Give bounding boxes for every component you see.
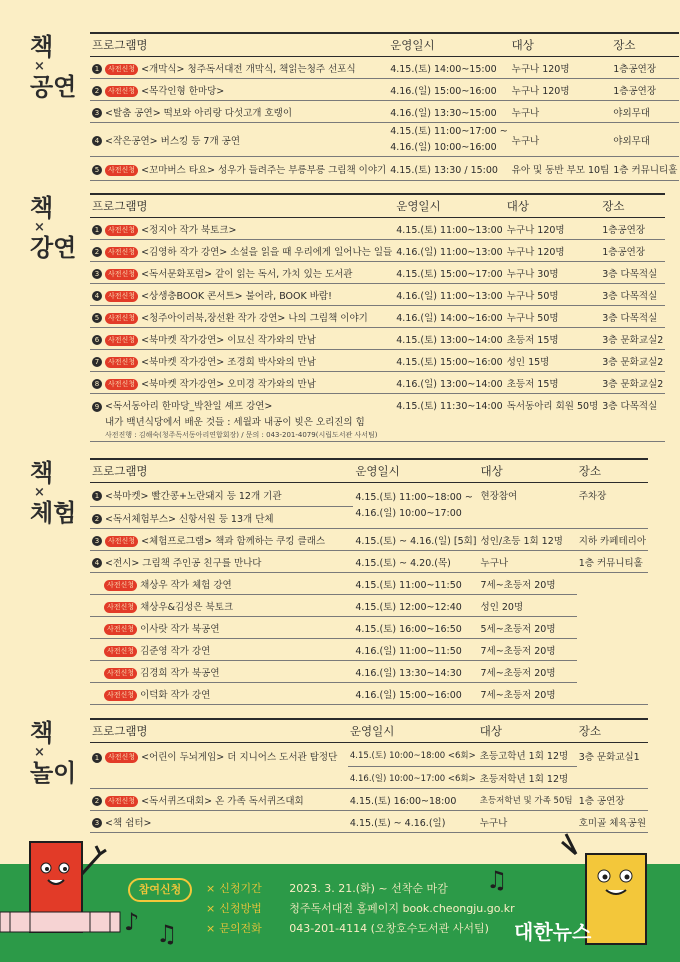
table-row [90, 743, 648, 767]
target-cell: 누구나 120명 [505, 240, 601, 262]
program-name: <상생충BOOK 콘서트> 불어라, BOOK 바람! [141, 290, 332, 302]
header-place: 장소 [600, 194, 665, 218]
program-name: <북마켓 작가강연> 조경희 박사와의 만남 [141, 356, 316, 368]
pre-apply-badge: 사전신청 [105, 335, 138, 346]
table-row [90, 262, 665, 284]
place-cell: 1층공연장 [611, 79, 679, 101]
place-cell: 3층 다목적실 [600, 262, 665, 284]
info-key: 신청기간 [219, 882, 262, 895]
row-number: 5 [92, 165, 102, 175]
target-cell: 유아 및 동반 부모 10팀 [510, 157, 612, 181]
music-note-icon: ♫ [156, 920, 178, 948]
row-number: 7 [92, 357, 102, 367]
program-cell [90, 661, 353, 683]
table-row [90, 529, 648, 551]
apply-method [206, 900, 515, 916]
times-icon: × [34, 485, 45, 500]
program-cell [90, 483, 353, 507]
table-row [90, 57, 679, 79]
header-date: 운영일시 [353, 459, 478, 483]
target-cell: 성인/초등 1회 12명 [479, 529, 577, 551]
program-name: <체험프로그램> 책과 함께하는 쿠킹 클래스 [141, 535, 326, 547]
table-row [90, 284, 665, 306]
date-cell: 4.16.(일) 13:00~14:00 [394, 372, 505, 394]
place-cell [577, 683, 648, 705]
apply-period [206, 880, 448, 896]
title-b: 강연 [30, 234, 77, 262]
place-cell: 3층 다목적실 [600, 284, 665, 306]
pre-apply-badge: 사전신청 [104, 668, 137, 679]
date-cell: 4.16.(일) 14:00~16:00 [394, 306, 505, 328]
place-cell: 1층 커뮤니티홀 [577, 551, 648, 573]
place-cell: 3층 문화교실2 [600, 350, 665, 372]
row-number: 2 [92, 86, 102, 96]
place-cell: 3층 문화교실1 [577, 743, 648, 789]
program-cell [90, 683, 353, 705]
program-cell [90, 240, 394, 262]
header-place: 장소 [577, 719, 648, 743]
info-value: 청주독서대전 홈페이지 book.cheongju.go.kr [289, 902, 515, 915]
row-number: 4 [92, 291, 102, 301]
music-note-icon: ♪ [124, 908, 140, 936]
title-a: 책 [30, 459, 54, 487]
table-row [90, 573, 648, 595]
place-cell [577, 639, 648, 661]
music-note-icon: ♫ [486, 866, 508, 894]
program-subtitle: 내가 백년식당에서 배운 것들 : 세월과 내공이 빚은 오리진의 힘 [105, 417, 365, 428]
contact-phone [206, 920, 489, 936]
program-cell [90, 811, 348, 833]
pre-apply-badge: 사전신청 [105, 64, 138, 75]
pre-apply-badge: 사전신청 [105, 247, 138, 258]
times-icon: × [34, 59, 45, 74]
program-cell [90, 262, 394, 284]
pre-apply-badge: 사전신청 [105, 269, 138, 280]
header-place: 장소 [611, 33, 679, 57]
target-cell: 누구나 120명 [510, 57, 612, 79]
target-cell: 7세~초등저 20명 [479, 661, 577, 683]
date-cell: 4.16.(일) 11:00~13:00 [394, 284, 505, 306]
title-b: 체험 [30, 499, 77, 527]
place-cell: 야외무대 [611, 123, 679, 157]
table-header [90, 459, 648, 483]
program-name: <청주아이러북,장선환 작가 강연> 나의 그림책 이야기 [141, 312, 368, 324]
program-table [90, 718, 648, 833]
header-date: 운영일시 [348, 719, 478, 743]
section-title [30, 32, 86, 102]
pre-apply-badge: 사전신청 [104, 602, 137, 613]
title-b: 공연 [30, 73, 77, 101]
pre-apply-badge: 사전신청 [104, 646, 137, 657]
date-cell: 4.15.(토) 12:00~12:40 [353, 595, 478, 617]
place-cell: 주차장 [577, 483, 648, 529]
date-line: 4.16.(일) 10:00~17:00 [355, 507, 462, 519]
table-row [90, 617, 648, 639]
target-cell: 독서동아리 회원 50명 [505, 394, 601, 442]
table-row [90, 240, 665, 262]
header-program: 프로그램명 [90, 194, 394, 218]
target-cell: 누구나 [478, 811, 577, 833]
place-cell: 호미골 체육공원 [577, 811, 648, 833]
pre-apply-badge: 사전신청 [105, 796, 138, 807]
section-title [30, 193, 86, 263]
table-row [90, 789, 648, 811]
row-number: 4 [92, 558, 102, 568]
date-cell: 4.15.(토) 11:00~11:50 [353, 573, 478, 595]
place-cell: 3층 문화교실2 [600, 328, 665, 350]
date-cell: 4.15.(토) 16:00~16:50 [353, 617, 478, 639]
bullet-icon: × [206, 922, 216, 935]
pre-apply-badge: 사전신청 [105, 86, 138, 97]
program-name: <탈춤 공연> 떡보와 아리랑 다섯고개 호랭이 [105, 107, 293, 119]
date-cell [353, 483, 478, 529]
program-name: <목각인형 한마당> [141, 85, 225, 97]
news-logo [514, 916, 591, 945]
target-cell: 초등저학년 1회 12명 [478, 767, 577, 789]
table-header [90, 33, 679, 57]
program-cell [90, 350, 394, 372]
program-name: <독서동아리 한마당_박찬일 셰프 강연> [105, 401, 273, 412]
program-cell [90, 101, 388, 123]
target-cell: 현장참여 [479, 483, 577, 529]
program-cell [90, 218, 394, 240]
program-cell [90, 328, 394, 350]
footer-banner [0, 864, 680, 962]
program-cell [90, 79, 388, 101]
bullet-icon: × [206, 882, 216, 895]
row-number: 9 [92, 402, 102, 412]
target-cell: 7세~초등저 20명 [479, 573, 577, 595]
program-cell [90, 595, 353, 617]
program-cell [90, 123, 388, 157]
header-program: 프로그램명 [90, 719, 348, 743]
header-program: 프로그램명 [90, 459, 353, 483]
header-target: 대상 [505, 194, 601, 218]
row-number: 2 [92, 796, 102, 806]
program-name: <독서문화포럼> 같이 읽는 독서, 가치 있는 도서관 [141, 268, 353, 280]
section-title [30, 718, 86, 788]
table-row [90, 79, 679, 101]
place-cell: 1층공연장 [600, 240, 665, 262]
row-number: 1 [92, 491, 102, 501]
red-book-character-icon [0, 834, 120, 932]
date-cell: 4.15.(토) 10:00~18:00 <6회> [348, 743, 478, 767]
program-name: <전시> 그림책 주인공 친구를 만나다 [105, 557, 262, 569]
row-number: 1 [92, 64, 102, 74]
table-row [90, 683, 648, 705]
program-cell [90, 789, 348, 811]
target-cell: 누구나 120명 [505, 218, 601, 240]
program-cell [90, 573, 353, 595]
pre-apply-badge: 사전신청 [104, 624, 137, 635]
target-cell: 초등저학년 및 가족 50팀 [478, 789, 577, 811]
row-number: 5 [92, 313, 102, 323]
date-line: 4.15.(토) 11:00~18:00 ~ [355, 491, 473, 503]
date-cell: 4.15.(토) 16:00~18:00 [348, 789, 478, 811]
table-row [90, 661, 648, 683]
program-name: 김준영 작가 강연 [140, 645, 211, 657]
table-header [90, 194, 665, 218]
place-cell: 3층 다목적실 [600, 306, 665, 328]
row-number: 3 [92, 536, 102, 546]
program-name: 김경희 작가 북공연 [140, 667, 220, 679]
row-number: 4 [92, 136, 102, 146]
program-note: 사전진행 : 김해숙(청주독서동아리연합회장) / 문의 : 043-201-4079(시립도서관 사서팀) [105, 431, 378, 439]
table-row [90, 306, 665, 328]
program-cell [90, 284, 394, 306]
program-cell [90, 529, 353, 551]
title-b: 놀이 [30, 759, 77, 787]
info-key: 신청방법 [219, 902, 262, 915]
place-cell: 1층공연장 [611, 57, 679, 79]
program-name: <북마켓 작가강연> 이묘신 작가와의 만남 [141, 334, 316, 346]
table-row [90, 350, 665, 372]
pre-apply-badge: 사전신청 [105, 313, 138, 324]
table-header [90, 719, 648, 743]
date-cell: 4.16.(일) 10:00~17:00 <6회> [348, 767, 478, 789]
program-cell [90, 639, 353, 661]
info-key: 문의전화 [219, 922, 262, 935]
program-table [90, 193, 665, 442]
pre-apply-badge: 사전신청 [105, 536, 138, 547]
table-row [90, 218, 665, 240]
target-cell: 5세~초등저 20명 [479, 617, 577, 639]
pre-apply-badge: 사전신청 [105, 225, 138, 236]
target-cell: 성인 20명 [479, 595, 577, 617]
pre-apply-badge: 사전신청 [104, 690, 137, 701]
table-row [90, 394, 665, 442]
table-row [90, 551, 648, 573]
header-target: 대상 [478, 719, 577, 743]
program-cell [90, 743, 348, 789]
table-row [90, 372, 665, 394]
row-number: 8 [92, 379, 102, 389]
row-number: 2 [92, 247, 102, 257]
pre-apply-badge: 사전신청 [105, 379, 138, 390]
program-name: <정지아 작가 북토크> [141, 224, 237, 236]
times-icon: × [34, 745, 45, 760]
place-cell [577, 595, 648, 617]
place-cell [577, 617, 648, 639]
date-line: 4.16.(일) 10:00~16:00 [390, 141, 497, 153]
title-a: 책 [30, 194, 54, 222]
program-cell [90, 57, 388, 79]
target-cell: 누구나 [510, 123, 612, 157]
program-name: <꼬마버스 타요> 성우가 들려주는 부릉부릉 그림책 이야기 [141, 164, 387, 176]
program-name: <김영하 작가 강연> 소설을 읽을 때 우리에게 일어나는 일들 [141, 246, 393, 258]
table-row [90, 101, 679, 123]
program-cell [90, 507, 353, 529]
pre-apply-badge: 사전신청 [105, 165, 138, 176]
program-name: <작은공연> 버스킹 등 7개 공연 [105, 135, 240, 147]
date-cell: 4.16.(일) 13:30~14:30 [353, 661, 478, 683]
date-cell: 4.15.(토) ~ 4.16.(일) [348, 811, 478, 833]
date-cell: 4.15.(토) 13:30 / 15:00 [388, 157, 509, 181]
target-cell: 누구나 50명 [505, 284, 601, 306]
date-line: 4.15.(토) 11:00~17:00 ~ [390, 125, 508, 137]
table-row [90, 328, 665, 350]
date-cell: 4.15.(토) 15:00~16:00 [394, 350, 505, 372]
program-name: 이사랏 작가 북공연 [140, 623, 220, 635]
pre-apply-badge: 사전신청 [105, 291, 138, 302]
program-cell [90, 306, 394, 328]
header-program: 프로그램명 [90, 33, 388, 57]
row-number: 3 [92, 108, 102, 118]
logo-text: 대한뉴스 [514, 920, 592, 944]
program-name: <책 쉼터> [105, 817, 152, 829]
program-name: 이덕화 작가 강연 [140, 689, 211, 701]
info-value: 2023. 3. 21.(화) ~ 선착순 마감 [289, 882, 448, 895]
row-number: 3 [92, 269, 102, 279]
program-cell [90, 394, 394, 442]
program-cell [90, 551, 353, 573]
pre-apply-badge: 사전신청 [105, 357, 138, 368]
row-number: 6 [92, 335, 102, 345]
place-cell [577, 573, 648, 595]
target-cell: 누구나 [510, 101, 612, 123]
date-cell: 4.15.(토) 15:00~17:00 [394, 262, 505, 284]
times-icon: × [34, 220, 45, 235]
target-cell: 누구나 [479, 551, 577, 573]
program-name: <개막식> 청주독서대전 개막식, 책읽는청주 선포식 [141, 63, 356, 75]
program-table [90, 458, 648, 705]
date-cell [388, 123, 509, 157]
target-cell: 7세~초등저 20명 [479, 683, 577, 705]
place-cell: 1층 공연장 [577, 789, 648, 811]
table-row [90, 595, 648, 617]
header-target: 대상 [510, 33, 612, 57]
program-name: <독서체험부스> 신항서원 등 13개 단체 [105, 513, 274, 525]
program-table [90, 32, 679, 181]
target-cell: 누구나 30명 [505, 262, 601, 284]
place-cell: 지하 카페테리아 [577, 529, 648, 551]
date-cell: 4.15.(토) 11:00~13:00 [394, 218, 505, 240]
pre-apply-badge: 사전신청 [104, 580, 137, 591]
table-row [90, 639, 648, 661]
target-cell: 7세~초등저 20명 [479, 639, 577, 661]
section-title [30, 458, 86, 528]
program-name: 채상우 작가 체험 강연 [140, 579, 232, 591]
place-cell: 3층 다목적실 [600, 394, 665, 442]
date-cell: 4.16.(일) 15:00~16:00 [388, 79, 509, 101]
header-date: 운영일시 [394, 194, 505, 218]
target-cell: 누구나 50명 [505, 306, 601, 328]
target-cell: 누구나 120명 [510, 79, 612, 101]
table-row [90, 123, 679, 157]
title-a: 책 [30, 719, 54, 747]
pre-apply-badge: 사전신청 [105, 752, 138, 763]
place-cell: 3층 문화교실2 [600, 372, 665, 394]
program-name: <북마켓> 빨간콩+노란돼지 등 12개 기관 [105, 490, 282, 502]
row-number: 1 [92, 753, 102, 763]
program-cell [90, 157, 388, 181]
place-cell: 1층 커뮤니티홀 [611, 157, 679, 181]
header-target: 대상 [479, 459, 577, 483]
program-name: <북마켓 작가강연> 오미경 작가와의 만남 [141, 378, 316, 390]
date-cell: 4.15.(토) 14:00~15:00 [388, 57, 509, 79]
date-cell: 4.15.(토) 13:00~14:00 [394, 328, 505, 350]
row-number: 2 [92, 514, 102, 524]
apply-pill: 참여신청 [128, 878, 192, 902]
program-name: 채상우&김성은 북토크 [140, 601, 234, 613]
place-cell: 1층공연장 [600, 218, 665, 240]
date-cell: 4.15.(토) ~ 4.16.(일) [5회] [353, 529, 478, 551]
target-cell: 초등고학년 1회 12명 [478, 743, 577, 767]
header-place: 장소 [577, 459, 648, 483]
date-cell: 4.16.(일) 11:00~11:50 [353, 639, 478, 661]
header-date: 운영일시 [388, 33, 509, 57]
place-cell [577, 661, 648, 683]
table-row [90, 483, 648, 507]
target-cell: 초등저 15명 [505, 328, 601, 350]
program-cell [90, 372, 394, 394]
program-name: <어린이 두뇌게임> 더 지니어스 도서관 탐정단 [141, 752, 338, 763]
date-cell: 4.16.(일) 11:00~13:00 [394, 240, 505, 262]
row-number: 3 [92, 818, 102, 828]
target-cell: 성인 15명 [505, 350, 601, 372]
bullet-icon: × [206, 902, 216, 915]
program-name: <독서퀴즈대회> 온 가족 독서퀴즈대회 [141, 795, 304, 807]
info-value: 043-201-4114 (오창호수도서관 사서팀) [289, 922, 489, 935]
date-cell: 4.16.(일) 13:30~15:00 [388, 101, 509, 123]
row-number: 1 [92, 225, 102, 235]
title-a: 책 [30, 33, 54, 61]
date-cell: 4.15.(토) 11:30~14:00 [394, 394, 505, 442]
place-cell: 야외무대 [611, 101, 679, 123]
date-cell: 4.15.(토) ~ 4.20.(목) [353, 551, 478, 573]
program-cell [90, 617, 353, 639]
table-row [90, 157, 679, 181]
target-cell: 초등저 15명 [505, 372, 601, 394]
date-cell: 4.16.(일) 15:00~16:00 [353, 683, 478, 705]
